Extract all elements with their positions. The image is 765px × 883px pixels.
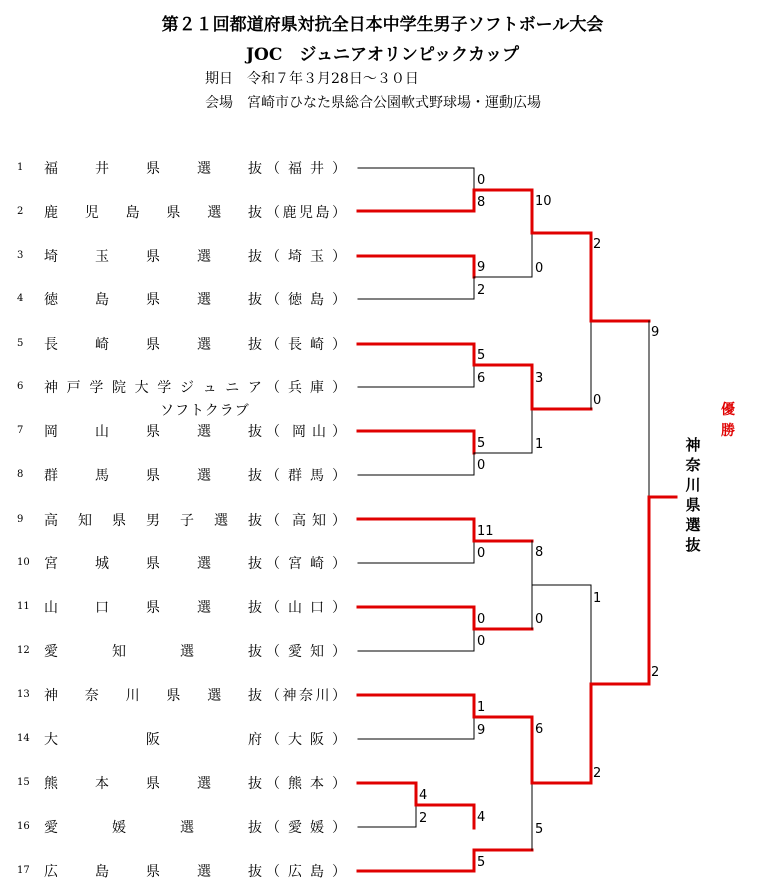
- team-6-name-continued: ソフトクラブ: [160, 403, 250, 419]
- team-name-char: 抜: [248, 292, 262, 308]
- team-name-char: 選: [207, 205, 222, 221]
- team-name-char: 熊: [44, 776, 58, 792]
- team-name-char: 山: [44, 600, 58, 616]
- seed-number: 10: [17, 557, 30, 568]
- team-prefecture-char: （: [266, 205, 280, 221]
- team-prefecture-char: 玉: [310, 249, 324, 265]
- team-prefecture-char: 崎: [310, 337, 324, 353]
- score-label: 6: [535, 722, 544, 737]
- team-name-char: 選: [197, 424, 211, 440]
- team-name-char: 知: [78, 513, 92, 529]
- champion-team-name: [682, 435, 704, 555]
- team-name-char: 県: [146, 864, 160, 880]
- team-prefecture-char: 群: [288, 468, 302, 484]
- seed-number: 16: [17, 821, 30, 832]
- team-name-char: ジ: [179, 380, 194, 396]
- score-label: 2: [593, 766, 602, 781]
- team-name-char: 県: [146, 468, 160, 484]
- team-prefecture-char: 高: [292, 513, 306, 529]
- team-name-char: 児: [84, 205, 99, 221]
- team-prefecture-char: 鹿: [282, 205, 297, 221]
- team-prefecture-char: 知: [312, 513, 326, 529]
- team-name-char: 抜: [248, 864, 262, 880]
- seed-number: 13: [17, 689, 30, 700]
- team-name-char: 院: [111, 380, 126, 396]
- team-name-char: 選: [180, 820, 194, 836]
- team-name-char: 抜: [248, 556, 262, 572]
- team-prefecture-char: 本: [310, 776, 324, 792]
- team-name-char: 県: [146, 249, 160, 265]
- team-name-char: 選: [197, 600, 211, 616]
- team-name-char: 徳: [44, 292, 58, 308]
- team-prefecture-char: 広: [288, 864, 302, 880]
- team-name-char: 島: [125, 205, 140, 221]
- team-name-char: 県: [146, 600, 160, 616]
- team-name-char: 神: [44, 688, 58, 704]
- seed-number: 15: [17, 777, 30, 788]
- team-prefecture-char: （: [266, 864, 280, 880]
- team-prefecture-char: 愛: [288, 820, 302, 836]
- team-name-char: 広: [44, 864, 58, 880]
- team-prefecture-char: 島: [310, 864, 324, 880]
- team-name-char: 抜: [247, 688, 262, 704]
- seed-number: 8: [17, 469, 24, 480]
- score-label: 0: [477, 634, 486, 649]
- score-label: 5: [535, 822, 544, 837]
- score-label: 0: [535, 612, 544, 627]
- team-prefecture-char: （: [266, 380, 280, 396]
- team-name-char: 抜: [248, 337, 262, 353]
- team-name-char: 県: [166, 205, 181, 221]
- team-prefecture-char: ）: [332, 513, 346, 529]
- score-label: 2: [419, 811, 428, 826]
- team-prefecture-char: 口: [310, 600, 324, 616]
- team-prefecture-char: （: [266, 249, 280, 265]
- team-prefecture-char: 愛: [288, 644, 302, 660]
- team-name-char: 戸: [66, 380, 81, 396]
- team-name-char: 宮: [44, 556, 58, 572]
- team-prefecture-char: ）: [332, 556, 346, 572]
- champion-label-char: 優: [721, 402, 735, 418]
- team-name-char: 愛: [44, 820, 58, 836]
- seed-number: 11: [17, 601, 30, 612]
- champion-team-char: 選: [685, 516, 701, 534]
- team-prefecture-char: 阪: [310, 732, 324, 748]
- team-name-char: 愛: [44, 644, 58, 660]
- team-name-char: 大: [44, 732, 58, 748]
- team-prefecture-char: 媛: [310, 820, 324, 836]
- team-prefecture-char: 山: [288, 600, 302, 616]
- team-name-char: 抜: [248, 776, 262, 792]
- team-prefecture-char: 大: [288, 732, 302, 748]
- team-name-char: 岡: [44, 424, 58, 440]
- score-label: 1: [535, 437, 544, 452]
- score-label: 9: [477, 723, 486, 738]
- team-prefecture-char: 庫: [310, 380, 324, 396]
- team-name-char: 抜: [248, 161, 262, 177]
- team-name-char: ニ: [225, 380, 240, 396]
- score-label: 2: [477, 283, 486, 298]
- team-prefecture-char: ）: [332, 337, 346, 353]
- team-name-char: 群: [44, 468, 58, 484]
- team-prefecture-char: （: [266, 776, 280, 792]
- team-name-char: 抜: [248, 468, 262, 484]
- team-name-char: 本: [95, 776, 109, 792]
- team-name-char: 県: [146, 337, 160, 353]
- seed-number: 3: [17, 250, 24, 261]
- champion-label: [717, 400, 739, 442]
- team-prefecture-char: ）: [332, 688, 346, 704]
- score-label: 9: [651, 325, 660, 340]
- champion-label-char: 勝: [721, 423, 735, 439]
- score-label: 6: [477, 371, 486, 386]
- team-name-char: 馬: [95, 468, 109, 484]
- team-prefecture-char: 宮: [288, 556, 302, 572]
- team-name-char: 大: [134, 380, 149, 396]
- team-prefecture-char: 福: [288, 161, 302, 177]
- team-prefecture-char: 馬: [310, 468, 324, 484]
- team-prefecture-char: 徳: [288, 292, 302, 308]
- team-prefecture-char: 熊: [288, 776, 302, 792]
- team-prefecture-char: （: [266, 688, 280, 704]
- score-label: 3: [535, 371, 544, 386]
- team-name-char: 媛: [112, 820, 126, 836]
- team-name-char: 井: [95, 161, 109, 177]
- score-label: 0: [477, 546, 486, 561]
- team-prefecture-char: 岡: [292, 424, 306, 440]
- page-title: 第２１回都道府県対抗全日本中学生男子ソフトボール大会: [161, 15, 604, 35]
- score-label: 1: [477, 700, 486, 715]
- team-name-char: 島: [95, 864, 109, 880]
- team-prefecture-char: 奈: [299, 688, 313, 704]
- team-name-char: 県: [112, 513, 126, 529]
- team-name-char: 抜: [247, 205, 262, 221]
- seed-number: 12: [17, 645, 30, 656]
- score-label: 0: [477, 612, 486, 627]
- team-prefecture-char: （: [266, 556, 280, 572]
- team-prefecture-char: （: [266, 292, 280, 308]
- team-name-char: 県: [146, 424, 160, 440]
- event-venue: 会場 宮崎市ひなた県総合公園軟式野球場・運動広場: [205, 95, 541, 111]
- team-prefecture-char: （: [266, 424, 280, 440]
- score-label: 8: [477, 195, 486, 210]
- team-name-char: 阪: [146, 732, 160, 748]
- team-name-char: ア: [247, 380, 262, 396]
- team-prefecture-char: （: [266, 337, 280, 353]
- team-prefecture-char: 井: [310, 161, 324, 177]
- team-name-char: 選: [207, 688, 222, 704]
- team-name-char: 選: [214, 513, 228, 529]
- seed-number: 14: [17, 733, 30, 744]
- team-prefecture-char: ）: [332, 468, 346, 484]
- team-prefecture-char: ）: [332, 776, 346, 792]
- score-label: 4: [419, 788, 428, 803]
- seed-number: 17: [17, 865, 30, 876]
- team-name-char: 抜: [248, 513, 262, 529]
- team-prefecture-char: ）: [332, 424, 346, 440]
- score-label: 11: [477, 524, 494, 539]
- score-label: 1: [593, 591, 602, 606]
- team-name-char: 県: [146, 556, 160, 572]
- team-prefecture-char: ）: [332, 205, 346, 221]
- team-prefecture-char: （: [266, 820, 280, 836]
- score-label: 0: [535, 261, 544, 276]
- team-prefecture-char: ）: [332, 161, 346, 177]
- score-label: 8: [535, 545, 544, 560]
- team-name-char: 選: [197, 337, 211, 353]
- team-prefecture-char: 山: [312, 424, 326, 440]
- team-prefecture-char: ）: [332, 644, 346, 660]
- team-prefecture-char: 児: [299, 205, 313, 221]
- team-prefecture-char: 川: [315, 688, 330, 704]
- team-name-char: 城: [95, 556, 109, 572]
- team-prefecture-char: 埼: [288, 249, 302, 265]
- team-prefecture-char: 崎: [310, 556, 324, 572]
- team-name-char: 知: [112, 644, 126, 660]
- team-name-char: 長: [44, 337, 58, 353]
- seed-number: 1: [17, 162, 24, 173]
- team-prefecture-char: 長: [288, 337, 302, 353]
- champion-team-char: 川: [685, 476, 701, 494]
- team-name-char: 選: [180, 644, 194, 660]
- team-prefecture-char: （: [266, 732, 280, 748]
- team-prefecture-char: ）: [332, 600, 346, 616]
- team-name-char: 崎: [95, 337, 109, 353]
- team-prefecture-char: （: [266, 161, 280, 177]
- score-label: 5: [477, 855, 486, 870]
- event-date: 期日 令和７年３月28日～３０日: [205, 71, 419, 87]
- team-name-char: 府: [248, 732, 262, 748]
- team-prefecture-char: （: [266, 513, 280, 529]
- team-name-char: 男: [146, 513, 160, 529]
- team-name-char: 選: [197, 776, 211, 792]
- team-prefecture-char: （: [266, 600, 280, 616]
- team-name-char: 奈: [84, 688, 99, 704]
- team-name-char: 福: [44, 161, 58, 177]
- team-name-char: 島: [95, 292, 109, 308]
- score-label: 2: [593, 237, 602, 252]
- team-name-char: 山: [95, 424, 109, 440]
- team-prefecture-char: ）: [332, 732, 346, 748]
- score-label: 5: [477, 436, 486, 451]
- seed-number: 6: [17, 381, 24, 392]
- team-name-char: 抜: [248, 424, 262, 440]
- team-name-char: 選: [197, 468, 211, 484]
- score-label: 10: [535, 194, 552, 209]
- team-name-char: 抜: [248, 249, 262, 265]
- team-name-char: 高: [44, 513, 58, 529]
- score-label: 0: [593, 393, 602, 408]
- team-name-char: 口: [95, 600, 109, 616]
- team-prefecture-char: ）: [332, 820, 346, 836]
- team-prefecture-char: 島: [315, 205, 330, 221]
- champion-team-char: 抜: [685, 536, 701, 554]
- score-label: 0: [477, 458, 486, 473]
- seed-number: 4: [17, 293, 24, 304]
- team-name-char: 抜: [248, 600, 262, 616]
- team-name-char: 選: [197, 864, 211, 880]
- team-name-char: 選: [197, 292, 211, 308]
- team-prefecture-char: 神: [282, 688, 297, 704]
- team-name-char: 学: [89, 380, 104, 396]
- score-label: 2: [651, 665, 660, 680]
- score-label: 0: [477, 173, 486, 188]
- team-name-char: 選: [197, 556, 211, 572]
- team-name-char: 県: [146, 161, 160, 177]
- team-prefecture-char: （: [266, 644, 280, 660]
- team-prefecture-char: ）: [332, 249, 346, 265]
- team-name-char: 県: [146, 776, 160, 792]
- score-label: 4: [477, 810, 486, 825]
- champion-team-char: 奈: [685, 456, 701, 474]
- team-prefecture-char: 兵: [288, 380, 302, 396]
- champion-team-char: 神: [685, 436, 701, 454]
- team-name-char: 県: [166, 688, 181, 704]
- team-prefecture-char: ）: [332, 380, 346, 396]
- team-name-char: 神: [44, 380, 58, 396]
- team-prefecture-char: 島: [310, 292, 324, 308]
- team-prefecture-char: ）: [332, 864, 346, 880]
- team-prefecture-char: ）: [332, 292, 346, 308]
- team-name-char: 県: [146, 292, 160, 308]
- seed-number: 5: [17, 338, 24, 349]
- champion-team-char: 県: [685, 496, 701, 514]
- team-name-char: 抜: [248, 820, 262, 836]
- team-name-char: 玉: [95, 249, 109, 265]
- team-name-char: ュ: [202, 380, 217, 396]
- team-name-char: 子: [180, 513, 194, 529]
- team-name-char: 学: [157, 380, 172, 396]
- team-name-char: 埼: [44, 249, 58, 265]
- team-name-char: 抜: [248, 644, 262, 660]
- score-label: 9: [477, 260, 486, 275]
- page-subtitle: JOC ジュニアオリンピックカップ: [245, 45, 520, 65]
- team-name-char: 川: [125, 688, 140, 704]
- score-label: 5: [477, 348, 486, 363]
- seed-number: 9: [17, 514, 24, 525]
- team-name-char: 選: [197, 161, 211, 177]
- team-prefecture-char: （: [266, 468, 280, 484]
- team-name-char: 選: [197, 249, 211, 265]
- team-prefecture-char: 知: [310, 644, 324, 660]
- seed-number: 2: [17, 206, 24, 217]
- team-name-char: 鹿: [44, 205, 58, 221]
- seed-number: 7: [17, 425, 24, 436]
